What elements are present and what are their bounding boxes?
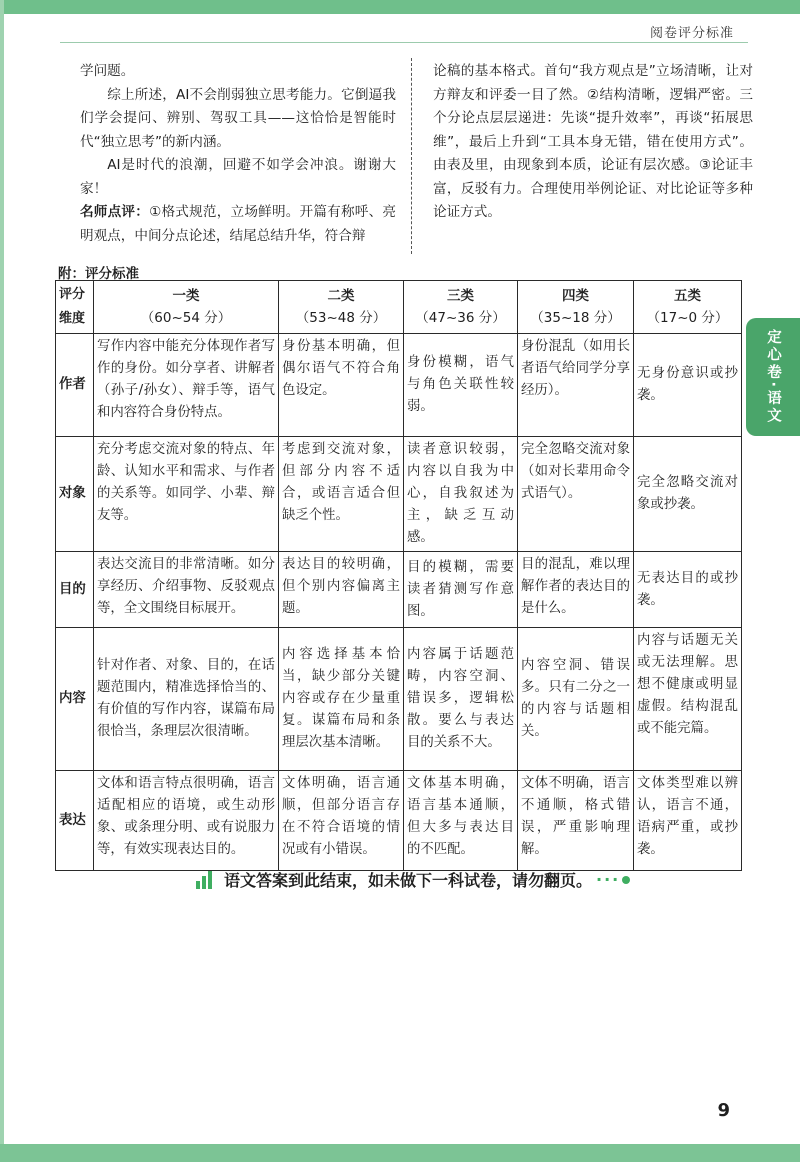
- table-cell: 无身份意识或抄袭。: [634, 334, 742, 437]
- left-decor-edge: [0, 0, 4, 1162]
- table-cell: 表达目的较明确，但个别内容偏离主题。: [279, 552, 404, 628]
- column-name: 二类: [327, 288, 355, 304]
- column-range: （47~36 分）: [415, 310, 506, 326]
- header-divider: [60, 42, 748, 43]
- column-header: [518, 281, 634, 334]
- column-range: （53~48 分）: [295, 310, 387, 326]
- column-name: 五类: [674, 288, 701, 304]
- table-cell: 针对作者、对象、目的，在话题范围内，精准选择恰当的、有价值的写作内容，谋篇布局很恰当，条理层次很清晰。: [94, 628, 279, 771]
- appendix-title: 附：评分标准: [58, 266, 139, 282]
- essay-left-column: [80, 60, 396, 248]
- column-name: 四类: [562, 288, 589, 304]
- table-cell: 表达交流目的非常清晰。如分享经历、介绍事物、反驳观点等，全文围绕目标展开。: [94, 552, 279, 628]
- corner-bottom: 维度: [59, 311, 86, 326]
- row-dimension: 对象: [56, 437, 94, 552]
- essay-paragraph: 综上所述，AI不会削弱独立思考能力。它倒逼我们学会提问、辨别、驾驭工具——这恰恰是智能时代“独立思考”的新内涵。: [80, 86, 396, 150]
- table-cell: 目的混乱，难以理解作者的表达目的是什么。: [518, 552, 634, 628]
- end-note-text: 语文答案到此结束，如未做下一科试卷，请勿翻页。: [224, 871, 593, 890]
- row-dimension: 内容: [56, 628, 94, 771]
- column-name: 三类: [447, 288, 474, 304]
- table-cell: 身份模糊，语气与角色关联性较弱。: [404, 334, 518, 437]
- header-label: 阅卷评分标准: [649, 26, 734, 41]
- table-cell: 身份混乱（如用长者语气给同学分享经历）。: [518, 334, 634, 437]
- end-note: [196, 868, 630, 891]
- column-range: （35~18 分）: [530, 310, 621, 326]
- table-cell: 无表达目的或抄袭。: [634, 552, 742, 628]
- table-cell: 考虑到交流对象，但部分内容不适合，或语言适合但缺乏个性。: [279, 437, 404, 552]
- table-cell: 内容选择基本恰当，缺少部分关键内容或存在少量重复。谋篇布局和条理层次基本清晰。: [279, 628, 404, 771]
- table-header-row: [56, 281, 742, 334]
- bottom-decor-bar: [0, 1144, 800, 1162]
- row-dimension: 作者: [56, 334, 94, 437]
- column-range: （17~0 分）: [646, 310, 729, 326]
- column-header: [94, 281, 279, 334]
- bar-chart-icon: [196, 871, 212, 889]
- table-row: [56, 771, 742, 871]
- column-range: （60~54 分）: [140, 310, 232, 326]
- table-row: [56, 437, 742, 552]
- table-cell: 文体不明确，语言不通顺，格式错误，严重影响理解。: [518, 771, 634, 871]
- table-cell: 内容空洞、错误多。只有二分之一的内容与话题相关。: [518, 628, 634, 771]
- row-dimension: 目的: [56, 552, 94, 628]
- essay-paragraph: 学问题。: [80, 63, 135, 79]
- table-cell: 充分考虑交流对象的特点、年龄、认知水平和需求、与作者的关系等。如同学、小辈、辩友等。: [94, 437, 279, 552]
- table-cell: 身份基本明确，但偶尔语气不符合角色设定。: [279, 334, 404, 437]
- comment-label: 名师点评：: [80, 204, 150, 220]
- table-cell: 完全忽略交流对象或抄袭。: [634, 437, 742, 552]
- table-corner-cell: [56, 281, 94, 334]
- essay-paragraph: AI是时代的浪潮，回避不如学会冲浪。谢谢大家！: [80, 157, 396, 197]
- table-cell: 文体基本明确，语言基本通顺，但大多与表达目的不匹配。: [404, 771, 518, 871]
- table-row: [56, 628, 742, 771]
- comment-text: ①格式规范，立场鲜明。开篇有称呼、亮明观点，中间分点论述，结尾总结升华，符合辩: [80, 204, 397, 244]
- column-divider: [411, 58, 412, 254]
- table-cell: 内容与话题无关或无法理解。思想不健康或明显虚假。结构混乱或不能完篇。: [634, 628, 742, 771]
- table-cell: 内容属于话题范畴，内容空洞、错误多，逻辑松散。要么与表达目的关系不大。: [404, 628, 518, 771]
- table-cell: 文体类型难以辨认，语言不通，语病严重，或抄袭。: [634, 771, 742, 871]
- column-header: [279, 281, 404, 334]
- row-dimension: 表达: [56, 771, 94, 871]
- column-header: [634, 281, 742, 334]
- column-name: 一类: [172, 288, 200, 304]
- table-cell: 目的模糊，需要读者猜测写作意图。: [404, 552, 518, 628]
- top-decor-bar: [0, 0, 800, 14]
- table-cell: 完全忽略交流对象（如对长辈用命令式语气）。: [518, 437, 634, 552]
- table-cell: 读者意识较弱，内容以自我为中心，自我叙述为主，缺乏互动感。: [404, 437, 518, 552]
- column-header: [404, 281, 518, 334]
- comment-continuation: 论稿的基本格式。首句“我方观点是”立场清晰，让对方辩友和评委一目了然。②结构清晰，逻辑严密。三个分论点层层递进：先谈“提升效率”，再谈“拓展思维”，最后上升到“工具本身无错，错在使用方式”。由表及里，由现象到本质，论证有层次感。③论证丰富，反驳有力。合理使用举例论证、对比论证等多种论证方式。: [433, 63, 753, 220]
- essay-right-column: [433, 60, 753, 225]
- table-row: [56, 552, 742, 628]
- table-row: [56, 334, 742, 437]
- scoring-table: [55, 280, 742, 871]
- corner-top: 评分: [59, 287, 86, 302]
- dots-decor-icon: ···: [596, 870, 621, 889]
- table-cell: 写作内容中能充分体现作者写作的身份。如分享者、讲解者（孙子/孙女）、辩手等，语气和内容符合身份特点。: [94, 334, 279, 437]
- dot-decor-icon: [622, 876, 630, 884]
- table-cell: 文体明确，语言通顺，但部分语言存在不符合语境的情况或有小错误。: [279, 771, 404, 871]
- subject-side-tab: 定心卷·语文: [746, 318, 800, 436]
- page-number: 9: [717, 1100, 730, 1121]
- table-cell: 文体和语言特点很明确，语言适配相应的语境，或生动形象、或条理分明、或有说服力等，有效实现表达目的。: [94, 771, 279, 871]
- teacher-comment: [80, 201, 396, 248]
